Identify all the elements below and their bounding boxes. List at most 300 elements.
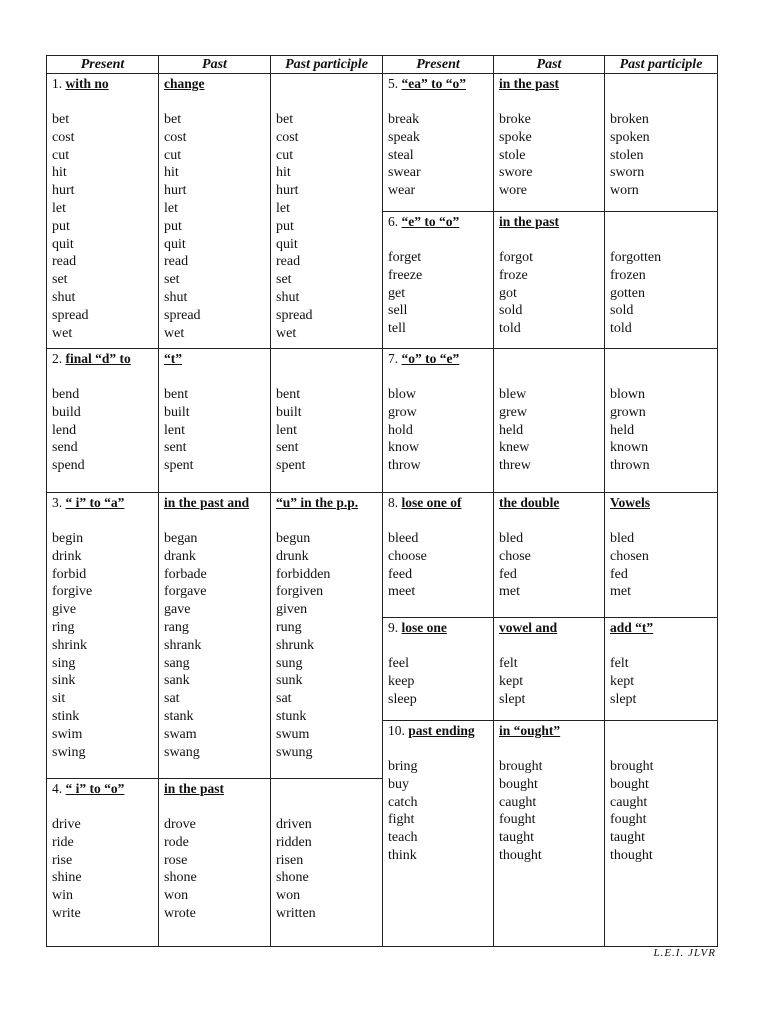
verb-form: sank xyxy=(164,673,190,689)
verb-form: bet xyxy=(276,112,294,127)
verb-form: driven xyxy=(276,817,312,832)
verb-form: won xyxy=(164,888,189,904)
verb-form: sworn xyxy=(610,165,645,181)
verb-form: read xyxy=(52,254,77,270)
verb-list xyxy=(164,816,268,923)
verb-form: spent xyxy=(276,458,306,474)
verb-form: feel xyxy=(388,656,409,671)
verb-form: ride xyxy=(52,834,74,850)
verb-form: sell xyxy=(388,303,408,319)
verb-form: sent xyxy=(276,440,299,456)
group-column-present xyxy=(52,493,156,761)
verb-form: slept xyxy=(499,691,526,707)
verb-form: meet xyxy=(388,584,416,600)
verb-form: swam xyxy=(164,726,197,742)
group-rule-title xyxy=(164,350,268,368)
group-rule-text: Vowels xyxy=(610,495,651,510)
verb-form: cut xyxy=(164,147,182,163)
verb-form: forbid xyxy=(52,566,87,582)
group-rule-title xyxy=(164,780,268,798)
verb-form: bleed xyxy=(388,531,419,546)
verb-form: stunk xyxy=(276,708,307,724)
group-column-past xyxy=(164,493,268,761)
verb-form: let xyxy=(164,200,178,216)
verb-form: bought xyxy=(610,776,649,792)
group-rule-title xyxy=(499,213,602,231)
verb-form: put xyxy=(52,218,70,234)
group-column-past xyxy=(164,74,268,342)
verb-form: stink xyxy=(52,708,80,724)
verb-form: cost xyxy=(164,129,187,145)
group-rule-text: in the past xyxy=(499,214,560,229)
verb-form: fight xyxy=(388,812,415,828)
verb-form: sink xyxy=(52,673,76,689)
group-column-pp xyxy=(276,349,380,475)
group-rule-text: with no xyxy=(65,76,109,91)
group-rule-text: in “ought” xyxy=(499,723,561,738)
verb-form: gave xyxy=(164,602,191,618)
verb-form: spread xyxy=(276,307,313,323)
verb-form: spent xyxy=(164,458,194,474)
verb-form: teach xyxy=(388,830,418,846)
verb-form: break xyxy=(388,112,420,127)
verb-form: shone xyxy=(276,870,309,886)
group-rule-title xyxy=(388,350,491,368)
verb-form: drive xyxy=(52,817,81,832)
verb-form: grew xyxy=(499,404,527,420)
verb-form: bet xyxy=(164,112,182,127)
verb-form: wear xyxy=(388,183,416,199)
verb-form: catch xyxy=(388,794,418,810)
verb-form: read xyxy=(276,254,301,270)
verb-form: fought xyxy=(499,812,536,828)
group-rule-text: “t” xyxy=(164,351,182,366)
verb-form: forget xyxy=(388,250,422,265)
verb-form: risen xyxy=(276,852,304,868)
verb-form: knew xyxy=(499,440,530,456)
verb-form: shrunk xyxy=(276,637,315,653)
verb-form: chose xyxy=(499,548,531,564)
verb-form: sit xyxy=(52,691,66,707)
verb-form: bet xyxy=(52,112,70,127)
verb-form: quit xyxy=(52,236,74,252)
verb-form: cost xyxy=(276,129,299,145)
verb-form: throw xyxy=(388,458,421,474)
verb-list xyxy=(276,530,380,761)
header-present-left: Present xyxy=(47,56,159,74)
header-present-right: Present xyxy=(383,56,494,74)
verb-form: lent xyxy=(276,422,297,438)
group-rule-text: “u” in the p.p. xyxy=(276,495,359,510)
verb-form: sleep xyxy=(388,691,417,707)
verb-form: told xyxy=(610,321,632,337)
verb-form: swung xyxy=(276,744,313,760)
group-rule-title xyxy=(164,494,268,512)
group-rule-title xyxy=(52,350,156,368)
verb-form: caught xyxy=(610,794,648,810)
verb-form: hurt xyxy=(276,183,299,199)
verb-list xyxy=(499,111,602,200)
verb-form: felt xyxy=(610,656,629,671)
verb-group-10 xyxy=(383,721,717,946)
verb-form: stank xyxy=(164,708,194,724)
verb-form: forgot xyxy=(499,250,533,265)
verb-list xyxy=(388,249,491,338)
group-number: 10. xyxy=(388,723,409,738)
verb-form: put xyxy=(164,218,182,234)
group-rule-title xyxy=(164,75,268,93)
verb-form: written xyxy=(276,905,316,921)
verb-form: sold xyxy=(499,303,523,319)
group-rule-title xyxy=(276,494,380,512)
verb-form: sang xyxy=(164,655,190,671)
group-column-pp xyxy=(276,779,380,923)
group-rule-text: final “d” to xyxy=(65,351,131,366)
header-past-participle-right: Past participle xyxy=(605,56,717,74)
verb-form: read xyxy=(164,254,189,270)
group-rule-title xyxy=(276,350,380,368)
verb-group-5 xyxy=(383,74,717,212)
verb-form: set xyxy=(164,272,180,288)
verb-list xyxy=(52,386,156,475)
verb-form: spoke xyxy=(499,129,532,145)
verb-form: sent xyxy=(164,440,187,456)
verb-group-7 xyxy=(383,349,717,493)
verb-form: built xyxy=(276,404,302,420)
verb-form: bought xyxy=(499,776,538,792)
group-rule-text: in the past xyxy=(499,76,560,91)
verb-form: got xyxy=(499,285,517,301)
group-rule-text: in the past and xyxy=(164,495,250,510)
verb-form: put xyxy=(276,218,294,234)
verb-form: shine xyxy=(52,870,82,886)
verb-form: chosen xyxy=(610,548,649,564)
group-rule-text: past ending xyxy=(408,723,475,738)
verb-form: write xyxy=(52,905,81,921)
verb-list xyxy=(388,758,491,865)
header-past-left: Past xyxy=(159,56,271,74)
group-number: 5. xyxy=(388,76,402,91)
verb-form: buy xyxy=(388,776,409,792)
verb-group-4 xyxy=(47,779,383,946)
verb-form: built xyxy=(164,404,190,420)
group-column-pp xyxy=(610,212,713,338)
verb-form: drunk xyxy=(276,548,309,564)
verb-form: speak xyxy=(388,129,420,145)
group-number: 2. xyxy=(52,351,66,366)
verb-form: drank xyxy=(164,548,196,564)
verb-form: get xyxy=(388,285,406,301)
verb-form: caught xyxy=(499,794,537,810)
verb-form: shrank xyxy=(164,637,202,653)
group-rule-text: lose one xyxy=(401,620,447,635)
verb-form: drink xyxy=(52,548,82,564)
verb-form: spread xyxy=(164,307,201,323)
verb-form: quit xyxy=(164,236,186,252)
verb-form: given xyxy=(276,602,308,618)
verb-group-9 xyxy=(383,618,717,721)
group-column-present xyxy=(52,779,156,923)
verb-form: bent xyxy=(276,387,301,402)
verb-form: let xyxy=(276,200,290,216)
verb-form: hurt xyxy=(52,183,75,199)
group-number: 3. xyxy=(52,495,66,510)
verb-form: worn xyxy=(610,183,639,199)
group-rule-title xyxy=(610,722,713,740)
verb-form: lend xyxy=(52,422,77,438)
verb-form: spread xyxy=(52,307,89,323)
group-rule-title xyxy=(610,350,713,368)
group-number: 6. xyxy=(388,214,402,229)
group-rule-title xyxy=(52,780,156,798)
verb-form: gotten xyxy=(610,285,645,301)
group-column-past xyxy=(499,74,602,200)
verb-form: choose xyxy=(388,548,427,564)
verb-form: swang xyxy=(164,744,200,760)
verb-form: lent xyxy=(164,422,185,438)
verb-form: shut xyxy=(164,289,188,305)
verb-form: give xyxy=(52,602,77,618)
group-rule-text: in the past xyxy=(164,781,225,796)
group-column-present xyxy=(388,74,491,200)
verb-form: rung xyxy=(276,619,302,635)
group-rule-title xyxy=(610,619,713,637)
verb-form: taught xyxy=(499,830,534,846)
group-number: 8. xyxy=(388,495,402,510)
verb-form: steal xyxy=(388,147,414,163)
verb-list xyxy=(499,758,602,865)
verb-form: frozen xyxy=(610,267,646,283)
verb-form: sung xyxy=(276,655,303,671)
group-rule-title xyxy=(388,75,491,93)
verb-list xyxy=(499,249,602,338)
verb-form: fed xyxy=(499,566,517,582)
verb-form: brought xyxy=(610,759,654,774)
verb-form: forgiven xyxy=(276,584,324,600)
verb-list xyxy=(164,386,268,475)
verb-form: taught xyxy=(610,830,645,846)
group-rule-text: “ea” to “o” xyxy=(401,76,466,91)
verb-form: told xyxy=(499,321,521,337)
group-column-present xyxy=(388,618,491,708)
group-column-past xyxy=(499,721,602,865)
verb-list xyxy=(52,530,156,761)
group-rule-text: change xyxy=(164,76,205,91)
group-rule-text: “e” to “o” xyxy=(401,214,460,229)
verb-form: hold xyxy=(388,422,413,438)
verb-form: held xyxy=(610,422,635,438)
group-column-past xyxy=(164,349,268,475)
group-column-past xyxy=(164,779,268,923)
verb-form: thought xyxy=(610,847,653,863)
group-column-pp xyxy=(610,74,713,200)
verb-list xyxy=(610,530,713,601)
group-rule-title xyxy=(276,780,380,798)
verb-form: felt xyxy=(499,656,518,671)
verb-form: stole xyxy=(499,147,526,163)
verb-form: wet xyxy=(52,325,73,341)
verb-group-8 xyxy=(383,493,717,618)
verb-form: shone xyxy=(164,870,197,886)
group-rule-text: lose one of xyxy=(401,495,462,510)
verb-list xyxy=(388,655,491,708)
verb-form: ring xyxy=(52,619,75,635)
verb-form: fed xyxy=(610,566,628,582)
group-number: 7. xyxy=(388,351,402,366)
verb-form: bring xyxy=(388,759,418,774)
verb-form: known xyxy=(610,440,649,456)
group-column-pp xyxy=(610,493,713,601)
verb-list xyxy=(388,111,491,200)
group-rule-title xyxy=(499,75,602,93)
verb-form: forgotten xyxy=(610,250,662,265)
verb-form: swum xyxy=(276,726,310,742)
verb-list xyxy=(499,386,602,475)
group-rule-title xyxy=(52,75,156,93)
group-rule-text: add “t” xyxy=(610,620,654,635)
verb-form: know xyxy=(388,440,420,456)
group-column-pp xyxy=(610,349,713,475)
group-rule-title xyxy=(276,75,380,93)
verb-list xyxy=(52,111,156,342)
verb-form: spoken xyxy=(610,129,650,145)
verb-form: sing xyxy=(52,655,76,671)
verb-form: forgave xyxy=(164,584,207,600)
verb-list xyxy=(610,655,713,708)
group-column-past xyxy=(499,618,602,708)
verb-form: swear xyxy=(388,165,421,181)
verb-list xyxy=(610,386,713,475)
verb-list xyxy=(276,111,380,342)
verb-list xyxy=(499,655,602,708)
verb-form: build xyxy=(52,404,81,420)
group-column-pp xyxy=(276,493,380,761)
verb-form: kept xyxy=(499,673,524,689)
header-past-participle-left: Past participle xyxy=(271,56,383,74)
verb-group-2 xyxy=(47,349,383,493)
group-column-present xyxy=(388,721,491,865)
group-number: 9. xyxy=(388,620,402,635)
verb-form: quit xyxy=(276,236,298,252)
verb-form: grown xyxy=(610,404,646,420)
verb-form: win xyxy=(52,888,73,904)
verb-form: ridden xyxy=(276,834,312,850)
verb-form: held xyxy=(499,422,524,438)
verb-form: broke xyxy=(499,112,531,127)
verb-form: drove xyxy=(164,817,196,832)
group-rule-title xyxy=(610,494,713,512)
verb-list xyxy=(276,816,380,923)
group-rule-title xyxy=(52,494,156,512)
group-rule-text: “ i” to “o” xyxy=(65,781,125,796)
group-rule-title xyxy=(388,494,491,512)
group-rule-title xyxy=(388,722,491,740)
footer-initials: L.E.I. JLVR xyxy=(653,947,716,959)
verb-form: stolen xyxy=(610,147,644,163)
verb-form: keep xyxy=(388,673,415,689)
verb-form: forbade xyxy=(164,566,207,582)
verb-form: bled xyxy=(610,531,635,546)
verb-list xyxy=(499,530,602,601)
verb-form: met xyxy=(610,584,631,600)
group-column-present xyxy=(52,349,156,475)
verb-group-3 xyxy=(47,493,383,779)
group-column-pp xyxy=(610,721,713,865)
verb-form: sat xyxy=(164,691,180,707)
verb-group-6 xyxy=(383,212,717,349)
verb-form: set xyxy=(276,272,292,288)
verb-group-1 xyxy=(47,74,383,349)
verb-form: sat xyxy=(276,691,292,707)
verb-form: forbidden xyxy=(276,566,331,582)
verb-form: broken xyxy=(610,112,649,127)
verb-form: sold xyxy=(610,303,634,319)
verb-form: freeze xyxy=(388,267,423,283)
verb-form: shut xyxy=(276,289,300,305)
verb-form: threw xyxy=(499,458,531,474)
verb-form: won xyxy=(276,888,301,904)
verb-form: bent xyxy=(164,387,189,402)
verb-form: think xyxy=(388,847,417,863)
verb-form: wrote xyxy=(164,905,196,921)
verb-form: kept xyxy=(610,673,635,689)
verb-form: grow xyxy=(388,404,417,420)
verb-form: froze xyxy=(499,267,528,283)
group-rule-text: “ i” to “a” xyxy=(65,495,125,510)
verb-form: blown xyxy=(610,387,645,402)
verb-form: swore xyxy=(499,165,533,181)
verb-form: bend xyxy=(52,387,80,402)
verb-list xyxy=(52,816,156,923)
group-column-pp xyxy=(276,74,380,342)
verb-form: wet xyxy=(276,325,297,341)
verb-form: begun xyxy=(276,531,311,546)
group-rule-title xyxy=(499,722,602,740)
verb-form: swim xyxy=(52,726,83,742)
verb-form: sunk xyxy=(276,673,303,689)
verb-form: hit xyxy=(276,165,291,181)
verb-form: thought xyxy=(499,847,542,863)
group-column-present xyxy=(388,493,491,601)
group-rule-title xyxy=(499,619,602,637)
irregular-verbs-table xyxy=(46,55,718,947)
verb-form: met xyxy=(499,584,520,600)
verb-form: slept xyxy=(610,691,637,707)
verb-form: begin xyxy=(52,531,84,546)
verb-list xyxy=(164,111,268,342)
group-rule-text: the double xyxy=(499,495,560,510)
group-column-past xyxy=(499,212,602,338)
group-column-past xyxy=(499,493,602,601)
verb-form: cost xyxy=(52,129,75,145)
group-rule-title xyxy=(388,619,491,637)
group-rule-title xyxy=(610,75,713,93)
verb-form: rang xyxy=(164,619,189,635)
group-rule-title xyxy=(499,350,602,368)
verb-form: blew xyxy=(499,387,527,402)
verb-form: wore xyxy=(499,183,527,199)
verb-list xyxy=(164,530,268,761)
group-rule-title xyxy=(499,494,602,512)
verb-form: rise xyxy=(52,852,73,868)
verb-form: tell xyxy=(388,321,406,337)
verb-form: began xyxy=(164,531,198,546)
header-past-right: Past xyxy=(494,56,605,74)
group-rule-title xyxy=(388,213,491,231)
verb-form: send xyxy=(52,440,78,456)
verb-list xyxy=(276,386,380,475)
verb-form: wet xyxy=(164,325,185,341)
